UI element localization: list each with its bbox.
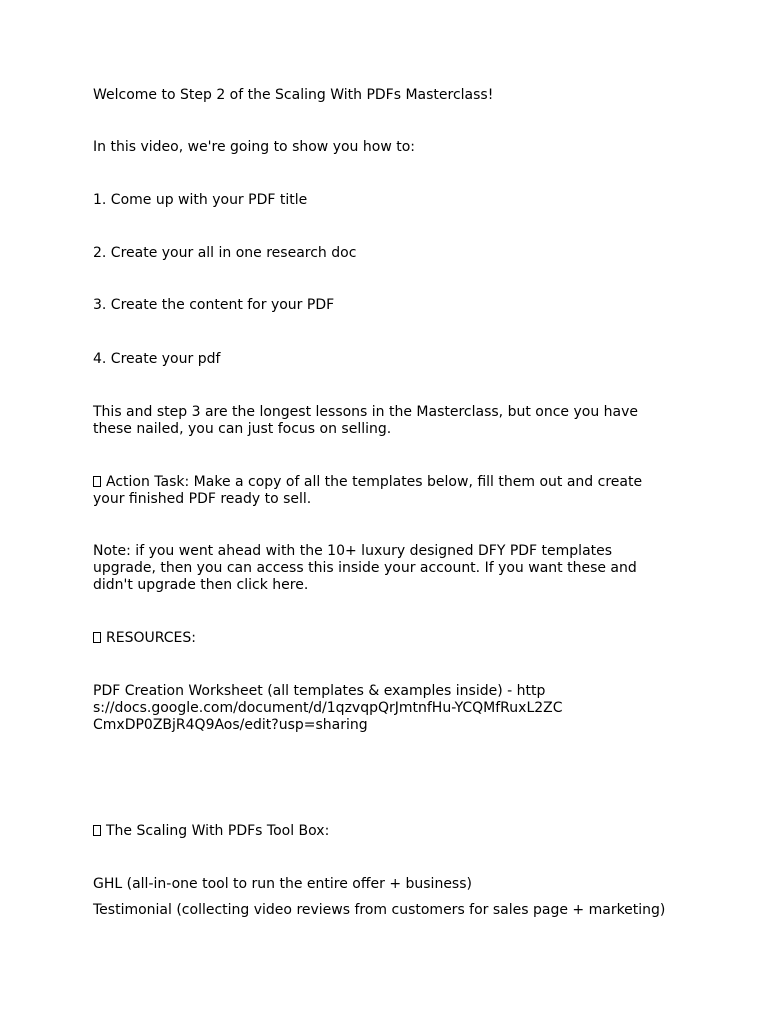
longest-lessons-paragraph: This and step 3 are the longest lessons in the Masterclass, but once you have these nailed, you can just focus on selling. (93, 404, 639, 437)
upgrade-note-paragraph: Note: if you went ahead with the 10+ luxury designed DFY PDF templates upgrade, then you can access this inside your account. If you want these and didn't upgrade then click here. (93, 543, 637, 593)
step-item-3: 3. Create the content for your PDF (93, 297, 335, 313)
toolbox-heading-text: The Scaling With PDFs Tool Box: (106, 823, 330, 839)
intro-paragraph: Welcome to Step 2 of the Scaling With PDFs Masterclass! (93, 87, 494, 103)
step-item-2: 2. Create your all in one research doc (93, 245, 357, 261)
lead-paragraph: In this video, we're going to show you how to: (93, 139, 415, 155)
tool-item-testimonial: Testimonial (collecting video reviews from customers for sales page + marketing) (93, 902, 666, 918)
action-task-text: Action Task: Make a copy of all the templates below, fill them out and create your finished PDF ready to sell. (93, 474, 643, 507)
step-item-4: 4. Create your pdf (93, 351, 221, 367)
action-task-paragraph (93, 474, 663, 508)
worksheet-link-paragraph: PDF Creation Worksheet (all templates & examples inside) - https://docs.google.com/document/d/1qzvqpQrJmtnfHu-YCQMfRuxL2ZCCmxDP0ZBjR4Q9Aos/edit?usp=sharing (93, 683, 563, 733)
missing-glyph-icon (93, 632, 101, 643)
resources-heading-text: RESOURCES: (106, 630, 196, 646)
missing-glyph-icon (93, 825, 101, 836)
resources-heading (93, 630, 683, 647)
toolbox-heading (93, 823, 683, 840)
missing-glyph-icon (93, 476, 101, 487)
step-item-1: 1. Come up with your PDF title (93, 192, 308, 208)
tool-item-ghl: GHL (all-in-one tool to run the entire offer + business) (93, 876, 472, 892)
